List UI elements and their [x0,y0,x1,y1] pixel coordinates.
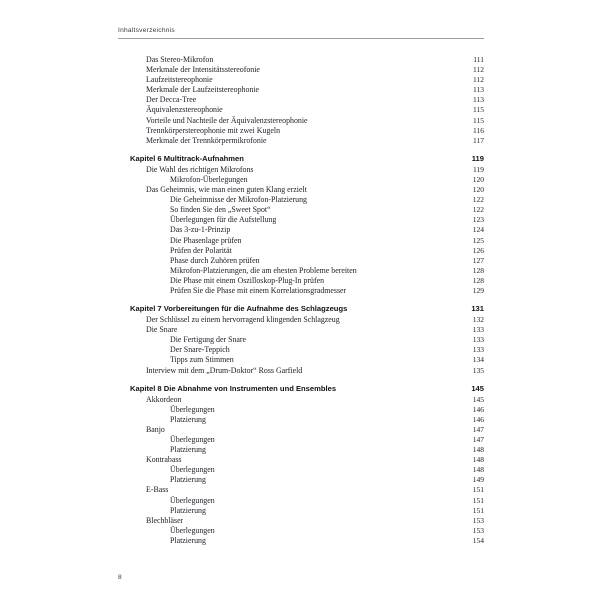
toc-entry-title: Tipps zum Stimmen [170,355,234,365]
toc-entry-title: Trennkörperstereophonie mit zwei Kugeln [146,125,281,135]
toc-entry-page-number: 154 [472,535,484,545]
toc-entry[interactable] [118,526,484,536]
folio-number: 8 [118,574,122,581]
toc-entry-title: Interview mit dem „Drum-Doktor“ Ross Garfield [146,365,303,375]
toc-entry-page-number: 146 [472,414,484,424]
toc-entry[interactable] [118,465,484,475]
toc-entry-page-number: 148 [472,465,484,475]
toc-entry[interactable] [118,195,484,205]
toc-entry-title: Überlegungen [170,465,215,475]
toc-entry-page-number: 120 [472,174,484,184]
toc-entry-page-number: 123 [472,215,484,225]
toc-entry-list [118,55,484,546]
toc-entry-page-number: 129 [472,285,484,295]
toc-entry-title: So finden Sie den „Sweet Spot“ [170,205,271,215]
toc-entry-title: Die Phasenlage prüfen [170,235,242,245]
toc-entry-title: Merkmale der Laufzeitstereophonie [146,85,260,95]
toc-entry-title: Überlegungen [170,404,215,414]
toc-chapter-entry[interactable] [118,383,484,394]
toc-entry-title: Mikrofon-Überlegungen [170,174,248,184]
toc-entry[interactable] [118,415,484,425]
toc-entry-title: Der Schlüssel zu einem hervorragend klingenden Schlagzeug [146,315,340,325]
toc-entry[interactable] [118,95,484,105]
toc-entry-page-number: 145 [472,394,484,404]
toc-entry-page-number: 112 [473,65,484,75]
toc-entry[interactable] [118,175,484,185]
toc-entry-title: Überlegungen für die Aufstellung [170,215,277,225]
toc-entry-page-number: 120 [472,185,484,195]
toc-entry-page-number: 126 [472,245,484,255]
toc-entry-title: Banjo [146,424,165,434]
toc-entry-page-number: 151 [472,495,484,505]
toc-entry[interactable] [118,205,484,215]
toc-entry-page-number: 113 [473,85,484,95]
toc-entry[interactable] [118,85,484,95]
toc-entry-title: Prüfen Sie die Phase mit einem Korrelationsgradmesser [170,285,347,295]
toc-entry-title: Die Snare [146,325,178,335]
toc-entry-title: Laufzeitstereophonie [146,75,213,85]
toc-entry-page-number: 131 [471,304,484,314]
toc-entry[interactable] [118,116,484,126]
toc-entry[interactable] [118,335,484,345]
toc-entry-page-number: 127 [472,255,484,265]
toc-entry[interactable] [118,445,484,455]
toc-entry-page-number: 132 [472,315,484,325]
toc-entry-title: Prüfen der Polarität [170,245,232,255]
toc-entry[interactable] [118,395,484,405]
toc-entry-title: Blechbläser [146,515,184,525]
toc-entry-page-number: 111 [473,55,484,64]
toc-entry-page-number: 122 [472,205,484,215]
toc-entry-page-number: 135 [472,365,484,375]
toc-entry-page-number: 133 [472,345,484,355]
toc-entry-page-number: 124 [472,225,484,235]
toc-entry-title: Die Fertigung der Snare [170,335,247,345]
toc-entry[interactable] [118,65,484,75]
toc-entry[interactable] [118,215,484,225]
page-footer [118,574,484,581]
toc-entry[interactable] [118,236,484,246]
toc-entry[interactable] [118,506,484,516]
toc-entry[interactable] [118,136,484,146]
toc-entry-title: Das Stereo-Mikrofon [146,55,214,64]
toc-entry-title: Platzierung [170,445,206,455]
toc-entry-page-number: 115 [473,105,484,115]
toc-entry[interactable] [118,355,484,365]
toc-entry-page-number: 117 [473,135,484,145]
toc-entry[interactable] [118,225,484,235]
toc-entry[interactable] [118,276,484,286]
header-rule [118,38,484,39]
toc-entry-title: Kapitel 6 Multitrack-Aufnahmen [130,153,244,163]
running-header [118,26,484,39]
toc-entry-title: E-Bass [146,485,169,495]
toc-entry[interactable] [118,315,484,325]
toc-entry[interactable] [118,496,484,506]
toc-entry[interactable] [118,105,484,115]
toc-entry-title: Platzierung [170,505,206,515]
toc-entry-page-number: 128 [472,265,484,275]
toc-chapter-entry[interactable] [118,153,484,164]
toc-entry-title: Der Snare-Teppich [170,345,230,355]
toc-entry-title: Merkmale der Intensitätsstereofonie [146,65,260,75]
toc-entry[interactable] [118,435,484,445]
toc-entry[interactable] [118,266,484,276]
toc-entry-page-number: 113 [473,95,484,105]
toc-entry-title: Phase durch Zuhören prüfen [170,255,260,265]
toc-entry-page-number: 151 [472,485,484,495]
toc-entry[interactable] [118,246,484,256]
toc-entry[interactable] [118,185,484,195]
toc-entry-page-number: 148 [472,445,484,455]
toc-entry[interactable] [118,405,484,415]
toc-entry-title: Die Phase mit einem Oszilloskop-Plug-In prüfen [170,275,325,285]
toc-entry[interactable] [118,485,484,495]
toc-chapter-entry[interactable] [118,303,484,314]
toc-entry[interactable] [118,75,484,85]
toc-entry[interactable] [118,126,484,136]
toc-entry-page-number: 125 [472,235,484,245]
toc-entry-title: Überlegungen [170,495,215,505]
toc-entry-title: Kontrabass [146,455,182,465]
toc-entry-page-number: 115 [473,115,484,125]
toc-entry[interactable] [118,286,484,296]
toc-entry-page-number: 148 [472,455,484,465]
toc-entry[interactable] [118,325,484,335]
toc-entry-page-number: 119 [473,164,484,174]
toc-entry-page-number: 147 [472,424,484,434]
toc-entry-page-number: 133 [472,325,484,335]
toc-entry-title: Die Geheimnisse der Mikrofon-Platzierung [170,195,307,205]
toc-entry-title: Platzierung [170,535,206,545]
toc-entry-title: Platzierung [170,475,206,485]
toc-entry[interactable] [118,475,484,485]
toc-entry-page-number: 119 [471,153,484,163]
toc-entry-title: Kapitel 7 Vorbereitungen für die Aufnahme des Schlagzeugs [130,304,348,314]
header-title: Inhaltsverzeichnis [118,27,175,34]
toc-entry[interactable] [118,165,484,175]
toc-entry-page-number: 116 [473,125,484,135]
toc-entry-page-number: 146 [472,404,484,414]
toc-entry-page-number: 112 [473,75,484,85]
toc-entry[interactable] [118,536,484,546]
toc-entry-title: Überlegungen [170,435,215,444]
toc-entry-title: Mikrofon-Platzierungen, die am ehesten Probleme bereiten [170,265,357,275]
toc-entry[interactable] [118,366,484,376]
toc-entry-title: Die Wahl des richtigen Mikrofons [146,164,254,174]
toc-entry-page-number: 128 [472,275,484,285]
toc-entry-title: Vorteile und Nachteile der Äquivalenzstereophonie [146,115,308,125]
toc-entry-page-number: 153 [472,525,484,535]
toc-entry-title: Platzierung [170,414,206,424]
toc-entry-page-number: 122 [472,195,484,205]
toc-entry-page-number: 147 [472,435,484,444]
toc-entry[interactable] [118,55,484,65]
toc-entry[interactable] [118,455,484,465]
toc-entry-page-number: 134 [472,355,484,365]
toc-entry[interactable] [118,516,484,526]
toc-entry-title: Das 3-zu-1-Prinzip [170,225,231,235]
toc-entry[interactable] [118,345,484,355]
toc-entry-title: Überlegungen [170,525,215,535]
toc-entry[interactable] [118,256,484,266]
toc-entry-title: Merkmale der Trennkörpermikrofonie [146,135,267,145]
toc-entry-title: Das Geheimnis, wie man einen guten Klang erzielt [146,185,307,195]
toc-entry[interactable] [118,425,484,435]
toc-entry-page-number: 145 [471,383,484,393]
toc-entry-title: Äquivalenzstereophonie [146,105,223,115]
toc-entry-title: Der Decca-Tree [146,95,197,105]
toc-entry-page-number: 153 [472,515,484,525]
toc-entry-page-number: 151 [472,505,484,515]
toc-entry-page-number: 133 [472,335,484,345]
toc-entry-page-number: 149 [472,475,484,485]
toc-entry-title: Akkordeon [146,394,182,404]
toc-entry-title: Kapitel 8 Die Abnahme von Instrumenten und Ensembles [130,383,337,393]
